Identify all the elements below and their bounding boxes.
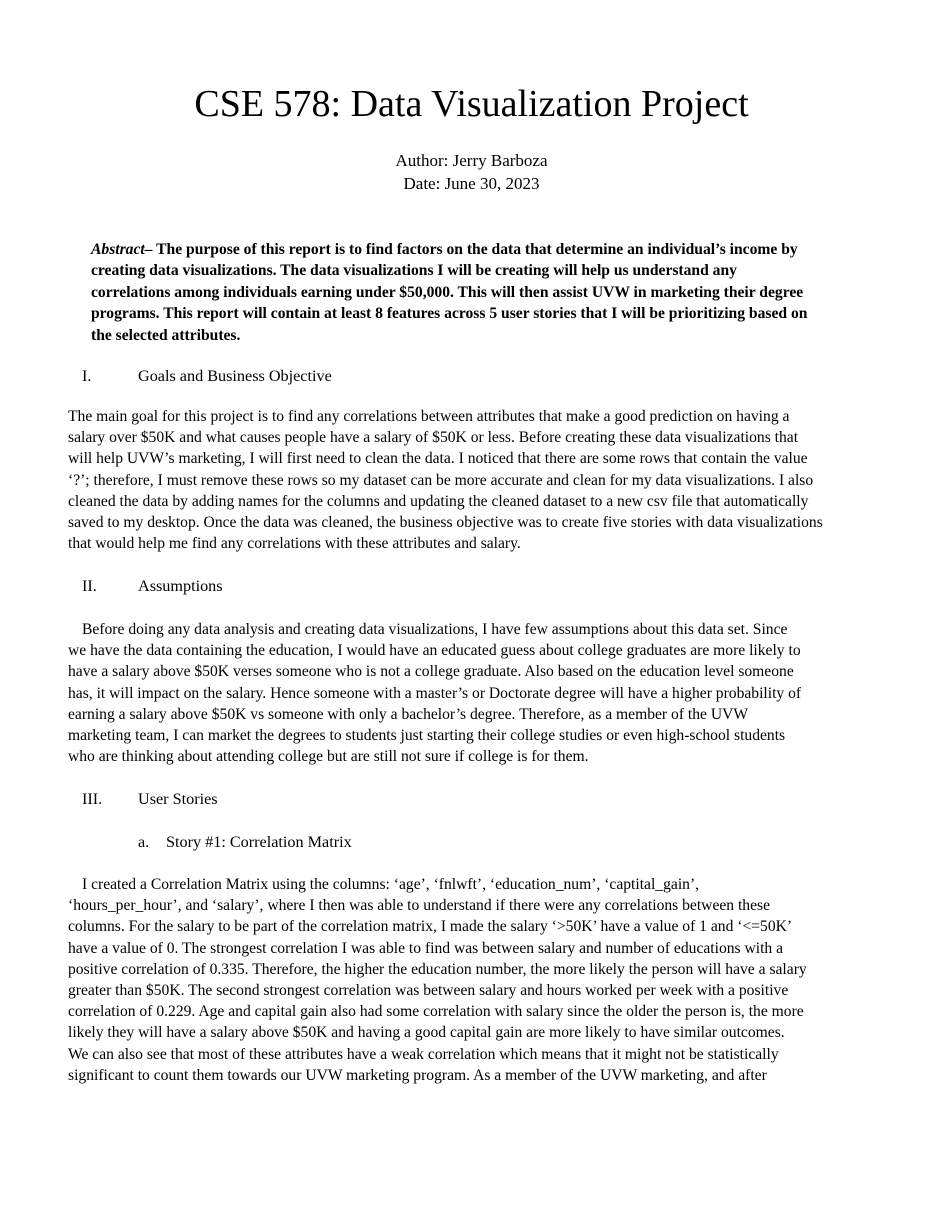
text-line: has, it will impact on the salary. Hence someone with a master’s or Doctorate degree will have a higher probability of — [68, 684, 802, 702]
text-line: correlation of 0.229. Age and capital gain also had some correlation with salary since the older the person is, the more — [68, 1003, 804, 1021]
text-line: earning a salary above $50K vs someone with only a bachelor’s degree. Therefore, as a member of the UVW — [68, 705, 749, 723]
section-number: II. — [82, 577, 97, 595]
text-line: I created a Correlation Matrix using the columns: ‘age’, ‘fnlwft’, ‘education_num’, ‘captital_gain’, — [82, 876, 700, 893]
text-line: significant to count them towards our UVW marketing program. As a member of the UVW marketing, and after — [68, 1066, 767, 1084]
abstract-line-5: the selected attributes. — [91, 326, 241, 344]
text-line: We can also see that most of these attributes have a weak correlation which means that it might not be statistically — [68, 1045, 779, 1063]
text-line: that would help me find any correlations with these attributes and salary. — [68, 535, 521, 553]
text-line: who are thinking about attending college but are still not sure if college is for them. — [68, 748, 589, 766]
subsection-number: a. — [138, 833, 150, 851]
text-line: salary over $50K and what causes people have a salary of $50K or less. Before creating these data visualizations that — [68, 429, 799, 447]
text-line: positive correlation of 0.335. Therefore, the higher the education number, the more likely the person will have a salary — [68, 960, 807, 978]
subsection-title: Story #1: Correlation Matrix — [166, 833, 352, 851]
text-line: cleaned the data by adding names for the columns and updating the cleaned dataset to a new csv file that automatically — [68, 492, 809, 510]
paragraph-story-1 — [68, 874, 878, 1086]
section-title: User Stories — [138, 790, 218, 808]
abstract-line-1: Abstract– The purpose of this report is to find factors on the data that determine an individual’s income by — [91, 241, 798, 258]
text-line: Before doing any data analysis and creating data visualizations, I have few assumptions about this data set. Since — [82, 621, 788, 638]
text-line: likely they will have a salary above $50K and having a good capital gain are more likely to have similar outcomes. — [68, 1024, 785, 1042]
paragraph-goals — [68, 406, 878, 554]
abstract — [91, 239, 881, 346]
text-line: will help UVW’s marketing, I will first need to clean the data. I noticed that there are some rows that contain the value — [68, 450, 808, 468]
text-line: ‘?’; therefore, I must remove these rows so my dataset can be more accurate and clean for my data visualizations. I also — [68, 471, 814, 489]
section-heading-assumptions — [82, 576, 223, 597]
text-line: The main goal for this project is to find any correlations between attributes that make a good prediction on having a — [68, 408, 790, 425]
text-line: marketing team, I can market the degrees to students just starting their college studies or even high-school students — [68, 727, 786, 745]
section-number: III. — [82, 790, 103, 808]
abstract-line-2: creating data visualizations. The data visualizations I will be creating will help us understand any — [91, 262, 737, 280]
author-line: Author: Jerry Barboza — [395, 151, 548, 170]
paragraph-assumptions — [68, 619, 878, 767]
text-line: columns. For the salary to be part of the correlation matrix, I made the salary ‘>50K’ have a value of 1 and ‘<=50K’ — [68, 918, 793, 936]
text-line: have a salary above $50K verses someone who is not a college graduate. Also based on the education level someone — [68, 663, 794, 681]
date-line: Date: June 30, 2023 — [403, 174, 540, 193]
subsection-heading-story-1 — [138, 832, 352, 853]
text-line: ‘hours_per_hour’, and ‘salary’, where I then was able to understand if there were any correlations between these — [68, 897, 771, 915]
abstract-line-4: programs. This report will contain at least 8 features across 5 user stories that I will be prioritizing based on — [91, 305, 808, 323]
section-heading-user-stories — [82, 789, 218, 810]
section-heading-goals — [82, 366, 332, 387]
section-title: Goals and Business Objective — [138, 367, 332, 385]
section-title: Assumptions — [138, 577, 223, 595]
text-line: have a value of 0. The strongest correlation I was able to find was between salary and number of educations with a — [68, 939, 784, 957]
section-number: I. — [82, 367, 92, 385]
document-title: CSE 578: Data Visualization Project — [194, 83, 749, 125]
text-line: greater than $50K. The second strongest correlation was between salary and hours worked per week with a positive — [68, 982, 789, 1000]
text-line: we have the data containing the education, I would have an educated guess about college graduates are more likely to — [68, 642, 801, 660]
text-line: saved to my desktop. Once the data was cleaned, the business objective was to create five stories with data visualizations — [68, 514, 823, 532]
abstract-label: Abstract– — [91, 241, 153, 258]
abstract-line-3: correlations among individuals earning under $50,000. This will then assist UVW in marketing their degree — [91, 283, 804, 301]
